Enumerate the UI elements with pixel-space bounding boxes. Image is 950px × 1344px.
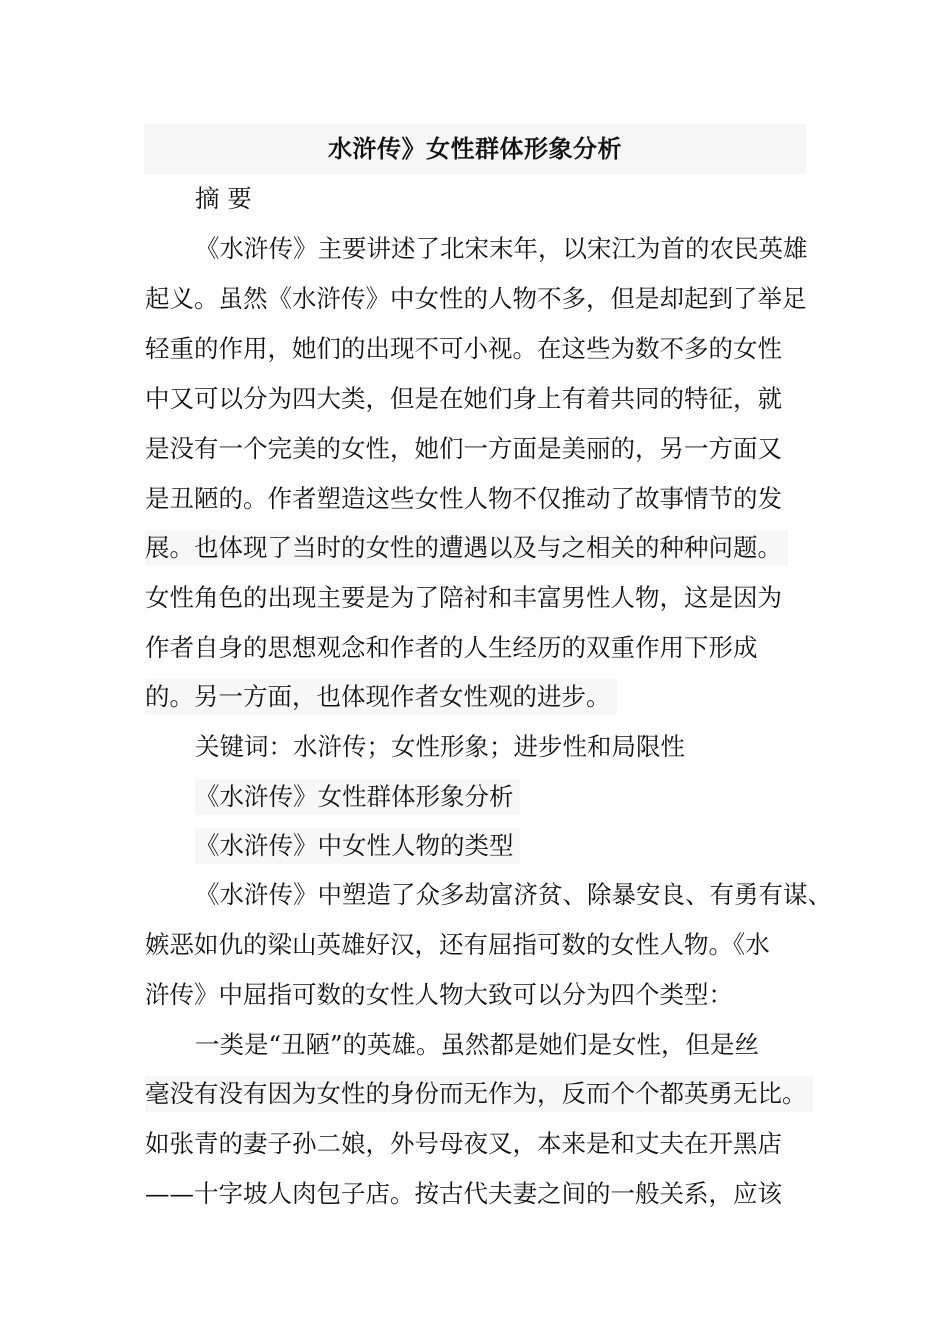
body-line-1: 《水浒传》中塑造了众多劫富济贫、除暴安良、有勇有谋、 <box>195 880 832 909</box>
body-line-3: 浒传》中屈指可数的女性人物大致可以分为四个类型： <box>145 980 733 1009</box>
body-line-7: ——十字坡人肉包子店。按古代夫妻之间的一般关系，应该 <box>145 1179 782 1208</box>
abstract-line-7: 展。也体现了当时的女性的遭遇以及与之相关的种种问题。 <box>145 530 788 566</box>
body-line-6: 如张青的妻子孙二娘，外号母夜叉，本来是和丈夫在开黑店 <box>145 1129 782 1158</box>
abstract-line-9: 作者自身的思想观念和作者的人生经历的双重作用下形成 <box>145 633 758 662</box>
abstract-line-10: 的。另一方面，也体现作者女性观的进步。 <box>145 679 617 715</box>
abstract-line-1: 《水浒传》主要讲述了北宋末年，以宋江为首的农民英雄 <box>195 234 808 263</box>
body-line-4: 一类是“丑陋”的英雄。虽然都是她们是女性，但是丝 <box>195 1030 760 1059</box>
abstract-line-6: 是丑陋的。作者塑造这些女性人物不仅推动了故事情节的发 <box>145 484 782 513</box>
body-line-2: 嫉恶如仇的梁山英雄好汉，还有屈指可数的女性人物。《水 <box>145 930 770 959</box>
document-title: 水浒传》女性群体形象分析 <box>328 135 622 163</box>
abstract-line-5: 是没有一个完美的女性，她们一方面是美丽的，另一方面又 <box>145 434 782 463</box>
keywords-line: 关键词：水浒传；女性形象；进步性和局限性 <box>195 732 685 761</box>
body-line-5: 毫没有没有因为女性的身份而无作为，反而个个都英勇无比。 <box>145 1076 813 1112</box>
section-title: 《水浒传》女性群体形象分析 <box>195 779 520 815</box>
abstract-line-2: 起义。虽然《水浒传》中女性的人物不多，但是却起到了举足 <box>145 284 807 313</box>
abstract-line-8: 女性角色的出现主要是为了陪衬和丰富男性人物，这是因为 <box>145 583 782 612</box>
abstract-line-4: 中又可以分为四大类，但是在她们身上有着共同的特征，就 <box>145 384 782 413</box>
abstract-heading: 摘 要 <box>195 184 252 213</box>
subsection-title: 《水浒传》中女性人物的类型 <box>195 828 520 864</box>
abstract-line-3: 轻重的作用，她们的出现不可小视。在这些为数不多的女性 <box>145 334 782 363</box>
